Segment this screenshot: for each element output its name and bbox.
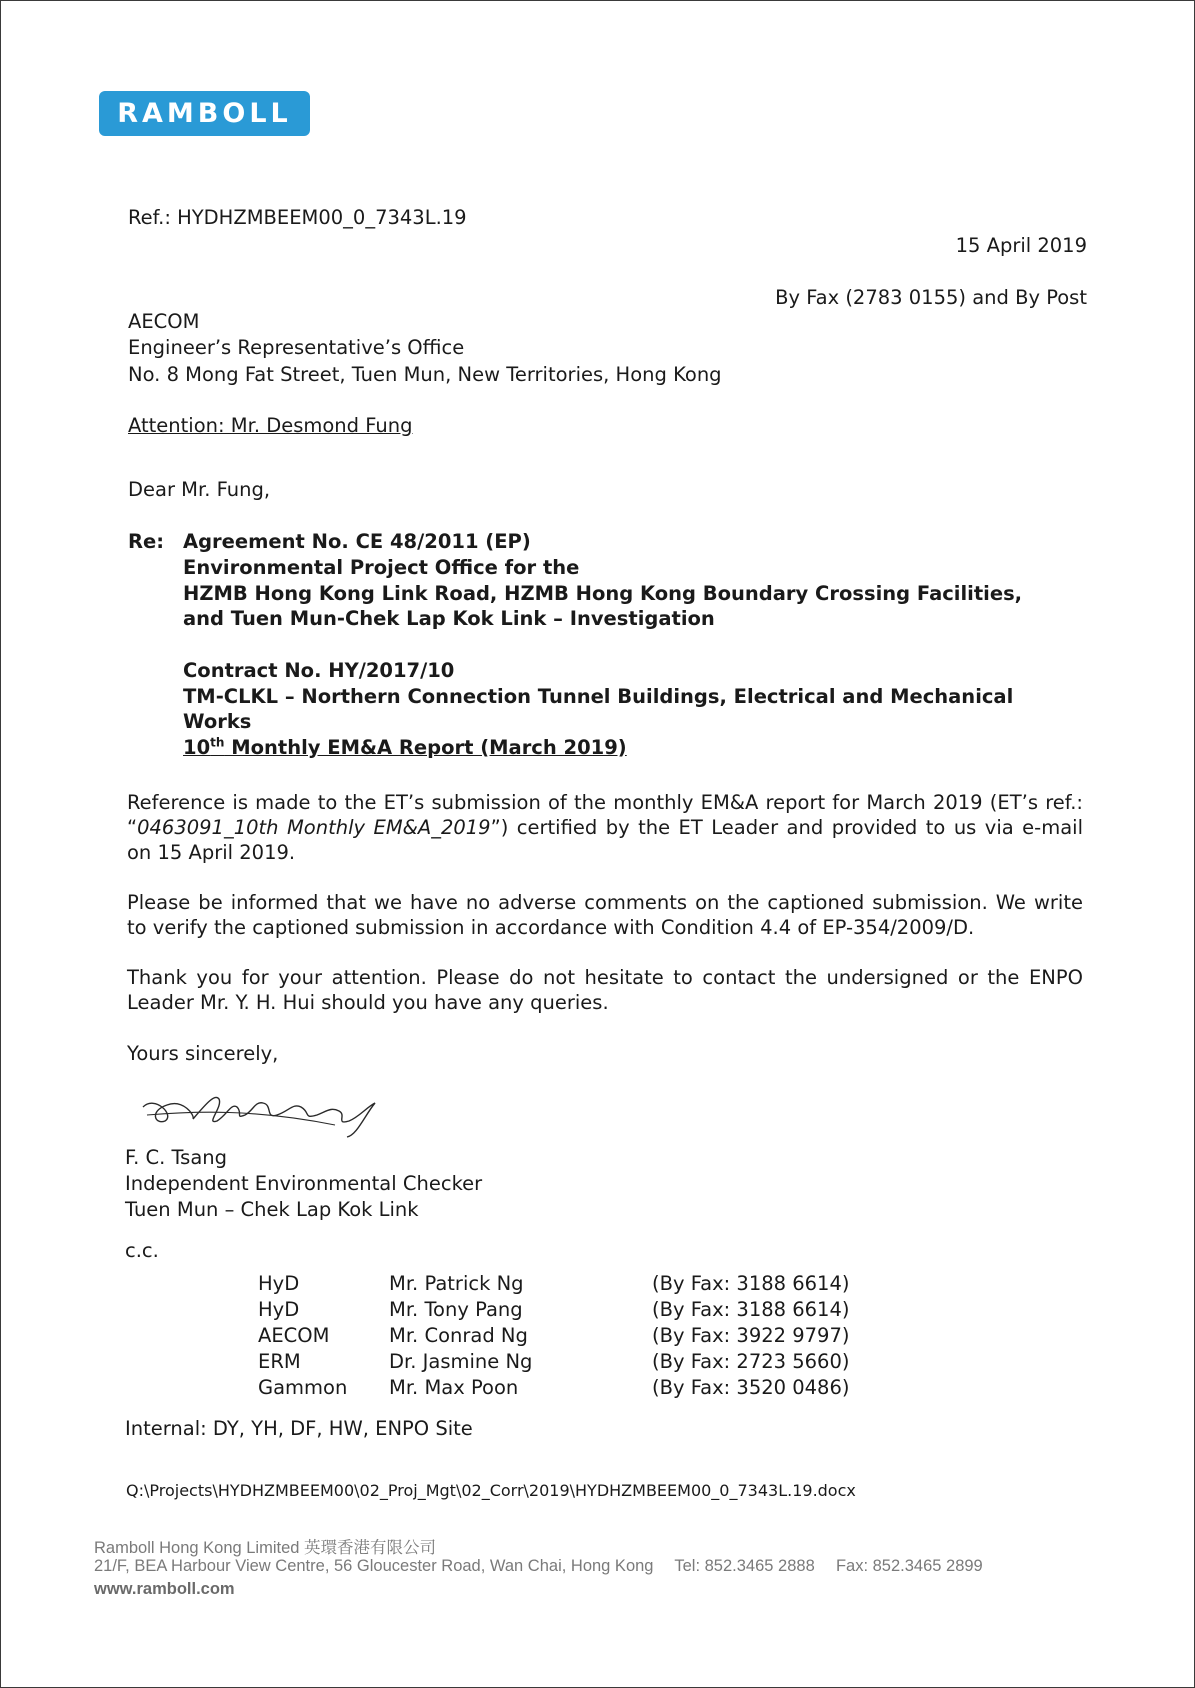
- cc-person: Mr. Max Poon: [389, 1376, 519, 1399]
- subject-contract-title: TM-CLKL – Northern Connection Tunnel Buildings, Electrical and Mechanical: [183, 685, 1014, 708]
- cc-label: c.c.: [125, 1239, 159, 1262]
- cc-person: Mr. Tony Pang: [389, 1298, 523, 1321]
- cc-org: ERM: [258, 1350, 301, 1373]
- footer-website[interactable]: www.ramboll.com: [94, 1580, 235, 1598]
- paragraph-reference: Reference is made to the ET’s submission of the monthly EM&A report for March 2019 (ET’s ref.: “0463091_10th Monthly EM&A_2019”) certified by the ET Leader and provided to us via e-mail on 15 April 2019.: [127, 791, 1083, 864]
- subject-contract-title-cont: Works: [183, 710, 252, 733]
- subject-agreement: Agreement No. CE 48/2011 (EP): [183, 530, 531, 553]
- footer-tel: Tel: 852.3465 2888: [674, 1557, 815, 1575]
- cc-org: HyD: [258, 1298, 300, 1321]
- cc-org: HyD: [258, 1272, 300, 1295]
- reference-number: Ref.: HYDHZMBEEM00_0_7343L.19: [128, 206, 467, 229]
- cc-person: Mr. Patrick Ng: [389, 1272, 524, 1295]
- cc-fax: (By Fax: 3520 0486): [652, 1376, 850, 1399]
- subject-office: Environmental Project Office for the: [183, 556, 580, 579]
- closing: Yours sincerely,: [127, 1042, 279, 1065]
- footer-company: Ramboll Hong Kong Limited 英環香港有限公司: [94, 1539, 437, 1557]
- file-path: Q:\Projects\HYDHZMBEEM00\02_Proj_Mgt\02_Corr\2019\HYDHZMBEEM00_0_7343L.19.docx: [126, 1481, 856, 1500]
- signature-image: [135, 1085, 395, 1141]
- cc-fax: (By Fax: 3922 9797): [652, 1324, 850, 1347]
- attention-line: Attention: Mr. Desmond Fung: [128, 414, 413, 437]
- subject-report-title: 10th Monthly EM&A Report (March 2019): [183, 735, 627, 759]
- footer-address: 21/F, BEA Harbour View Centre, 56 Gloucester Road, Wan Chai, Hong Kong: [94, 1557, 654, 1575]
- internal-distribution: Internal: DY, YH, DF, HW, ENPO Site: [125, 1417, 473, 1440]
- letter-date: 15 April 2019: [955, 234, 1087, 257]
- subject-label: Re:: [128, 530, 165, 553]
- recipient-address: No. 8 Mong Fat Street, Tuen Mun, New Territories, Hong Kong: [128, 363, 722, 386]
- paragraph-thanks: Thank you for your attention. Please do not hesitate to contact the undersigned or the ENPO Leader Mr. Y. H. Hui should you have any queries.: [127, 966, 1083, 1014]
- cc-fax: (By Fax: 3188 6614): [652, 1272, 850, 1295]
- delivery-method: By Fax (2783 0155) and By Post: [775, 286, 1087, 309]
- salutation: Dear Mr. Fung,: [128, 478, 271, 501]
- footer-fax: Fax: 852.3465 2899: [835, 1557, 983, 1575]
- subject-contract: Contract No. HY/2017/10: [183, 659, 455, 682]
- signatory-name: F. C. Tsang: [125, 1146, 228, 1169]
- recipient-company: AECOM: [128, 310, 200, 333]
- cc-person: Mr. Conrad Ng: [389, 1324, 528, 1347]
- subject-project-1: HZMB Hong Kong Link Road, HZMB Hong Kong Boundary Crossing Facilities,: [183, 582, 1023, 605]
- ramboll-logo: RAMBOLL: [99, 91, 310, 136]
- cc-fax: (By Fax: 3188 6614): [652, 1298, 850, 1321]
- cc-fax: (By Fax: 2723 5660): [652, 1350, 850, 1373]
- recipient-office: Engineer’s Representative’s Office: [128, 336, 465, 359]
- signatory-project: Tuen Mun – Chek Lap Kok Link: [125, 1198, 419, 1221]
- paragraph-verification: Please be informed that we have no adverse comments on the captioned submission. We write to verify the captioned submission in accordance with Condition 4.4 of EP-354/2009/D.: [127, 891, 1083, 939]
- signatory-title: Independent Environmental Checker: [125, 1172, 483, 1195]
- subject-project-2: and Tuen Mun-Chek Lap Kok Link – Investigation: [183, 607, 715, 630]
- footer-address-line: [94, 1557, 983, 1576]
- cc-org: Gammon: [258, 1376, 348, 1399]
- cc-person: Dr. Jasmine Ng: [389, 1350, 533, 1373]
- cc-org: AECOM: [258, 1324, 330, 1347]
